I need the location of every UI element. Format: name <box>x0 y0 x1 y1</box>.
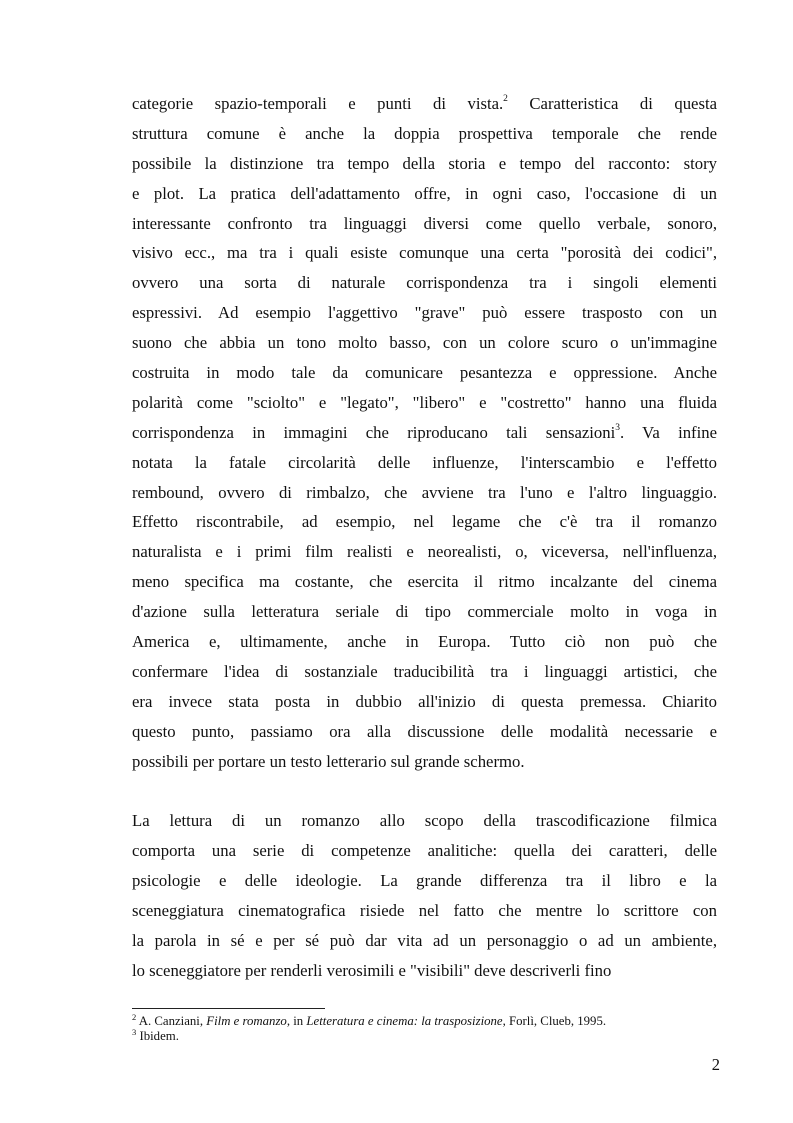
text-line: confermare l'idea di sostanziale traducibilità tra i linguaggi artistici, che <box>132 661 717 681</box>
text-line: ovvero una sorta di naturale corrispondenza tra i singoli elementi <box>132 273 717 293</box>
text-line: struttura comune è anche la doppia prospettiva temporale che rende <box>132 123 717 143</box>
text-line: d'azione sulla letteratura seriale di tipo commerciale molto in voga in <box>132 602 717 622</box>
text-line: la parola in sé e per sé può dar vita ad un personaggio o ad un ambiente, <box>132 930 717 950</box>
text-line: possibile la distinzione tra tempo della storia e tempo del racconto: story <box>132 153 717 173</box>
footnote-2-publisher: , Forlì, Clueb, 1995. <box>502 1014 607 1028</box>
text-line: Effetto riscontrabile, ad esempio, nel legame che c'è tra il romanzo <box>132 512 717 532</box>
text-line: notata la fatale circolarità delle influenze, l'interscambio e l'effetto <box>132 452 717 472</box>
text-line: espressivi. Ad esempio l'aggettivo "grave" può essere trasposto con un <box>132 303 717 323</box>
footnote-2 <box>132 1011 717 1028</box>
paragraph-gap <box>132 776 717 806</box>
paragraph-1 <box>132 89 717 776</box>
body-text <box>132 89 717 986</box>
paragraph-2 <box>132 806 717 985</box>
text-line: La lettura di un romanzo allo scopo della trascodificazione filmica <box>132 811 717 831</box>
footnote-ref: 3 <box>615 423 620 434</box>
footnote-2-book-title: Letteratura e cinema: la trasposizione <box>306 1014 503 1028</box>
text-line: lo sceneggiatore per renderli verosimili e "visibili" deve descriverli fino <box>132 960 612 980</box>
text-line: categorie spazio-temporali e punti di vista.$^2$ Caratteristica di questa <box>132 94 717 113</box>
text-line: comporta una serie di competenze analitiche: quella dei caratteri, delle <box>132 841 717 861</box>
text-line: naturalista e i primi film realisti e neorealisti, o, viceversa, nell'influenza, <box>132 542 717 562</box>
footnote-separator <box>132 1008 325 1009</box>
page-number: 2 <box>711 1055 720 1074</box>
text-line: polarità come "sciolto" e "legato", "libero" e "costretto" hanno una fluida <box>132 392 717 412</box>
text-line: meno specifica ma costante, che esercita il ritmo incalzante del cinema <box>132 572 717 592</box>
footnote-2-in: , in <box>286 1014 307 1028</box>
text-line: America e, ultimamente, anche in Europa. Tutto ciò non può che <box>132 632 717 652</box>
footnote-2-number: 2 <box>132 1011 137 1022</box>
footnote-ref: 2 <box>503 94 508 105</box>
footnote-3 <box>132 1026 717 1043</box>
text-line: questo punto, passiamo ora alla discussione delle modalità necessarie e <box>132 721 717 741</box>
text-line: possibili per portare un testo letterario sul grande schermo. <box>132 751 525 771</box>
footnote-3-text: Ibidem. <box>136 1029 179 1043</box>
footnote-2-author: A. Canziani, <box>136 1014 207 1028</box>
text-line: psicologie e delle ideologie. La grande differenza tra il libro e la <box>132 871 717 891</box>
text-line: visivo ecc., ma tra i quali esiste comunque una certa "porosità dei codici", <box>132 243 717 263</box>
text-line: suono che abbia un tono molto basso, con un colore scuro o un'immagine <box>132 333 717 353</box>
text-line: e plot. La pratica dell'adattamento offre, in ogni caso, l'occasione di un <box>132 183 717 203</box>
footnote-3-number: 3 <box>132 1026 137 1037</box>
footnote-2-title: Film e romanzo <box>206 1014 287 1028</box>
text-line: interessante confronto tra linguaggi diversi come quello verbale, sonoro, <box>132 213 717 233</box>
text-line: sceneggiatura cinematografica risiede nel fatto che mentre lo scrittore con <box>132 901 717 921</box>
text-line: corrispondenza in immagini che riproducano tali sensazioni$^3$. Va infine <box>132 422 717 442</box>
text-line: era invece stata posta in dubbio all'inizio di questa premessa. Chiarito <box>132 691 717 711</box>
text-line: rembound, ovvero di rimbalzo, che avviene tra l'uno e l'altro linguaggio. <box>132 482 717 502</box>
text-line: costruita in modo tale da comunicare pesantezza e oppressione. Anche <box>132 363 717 383</box>
